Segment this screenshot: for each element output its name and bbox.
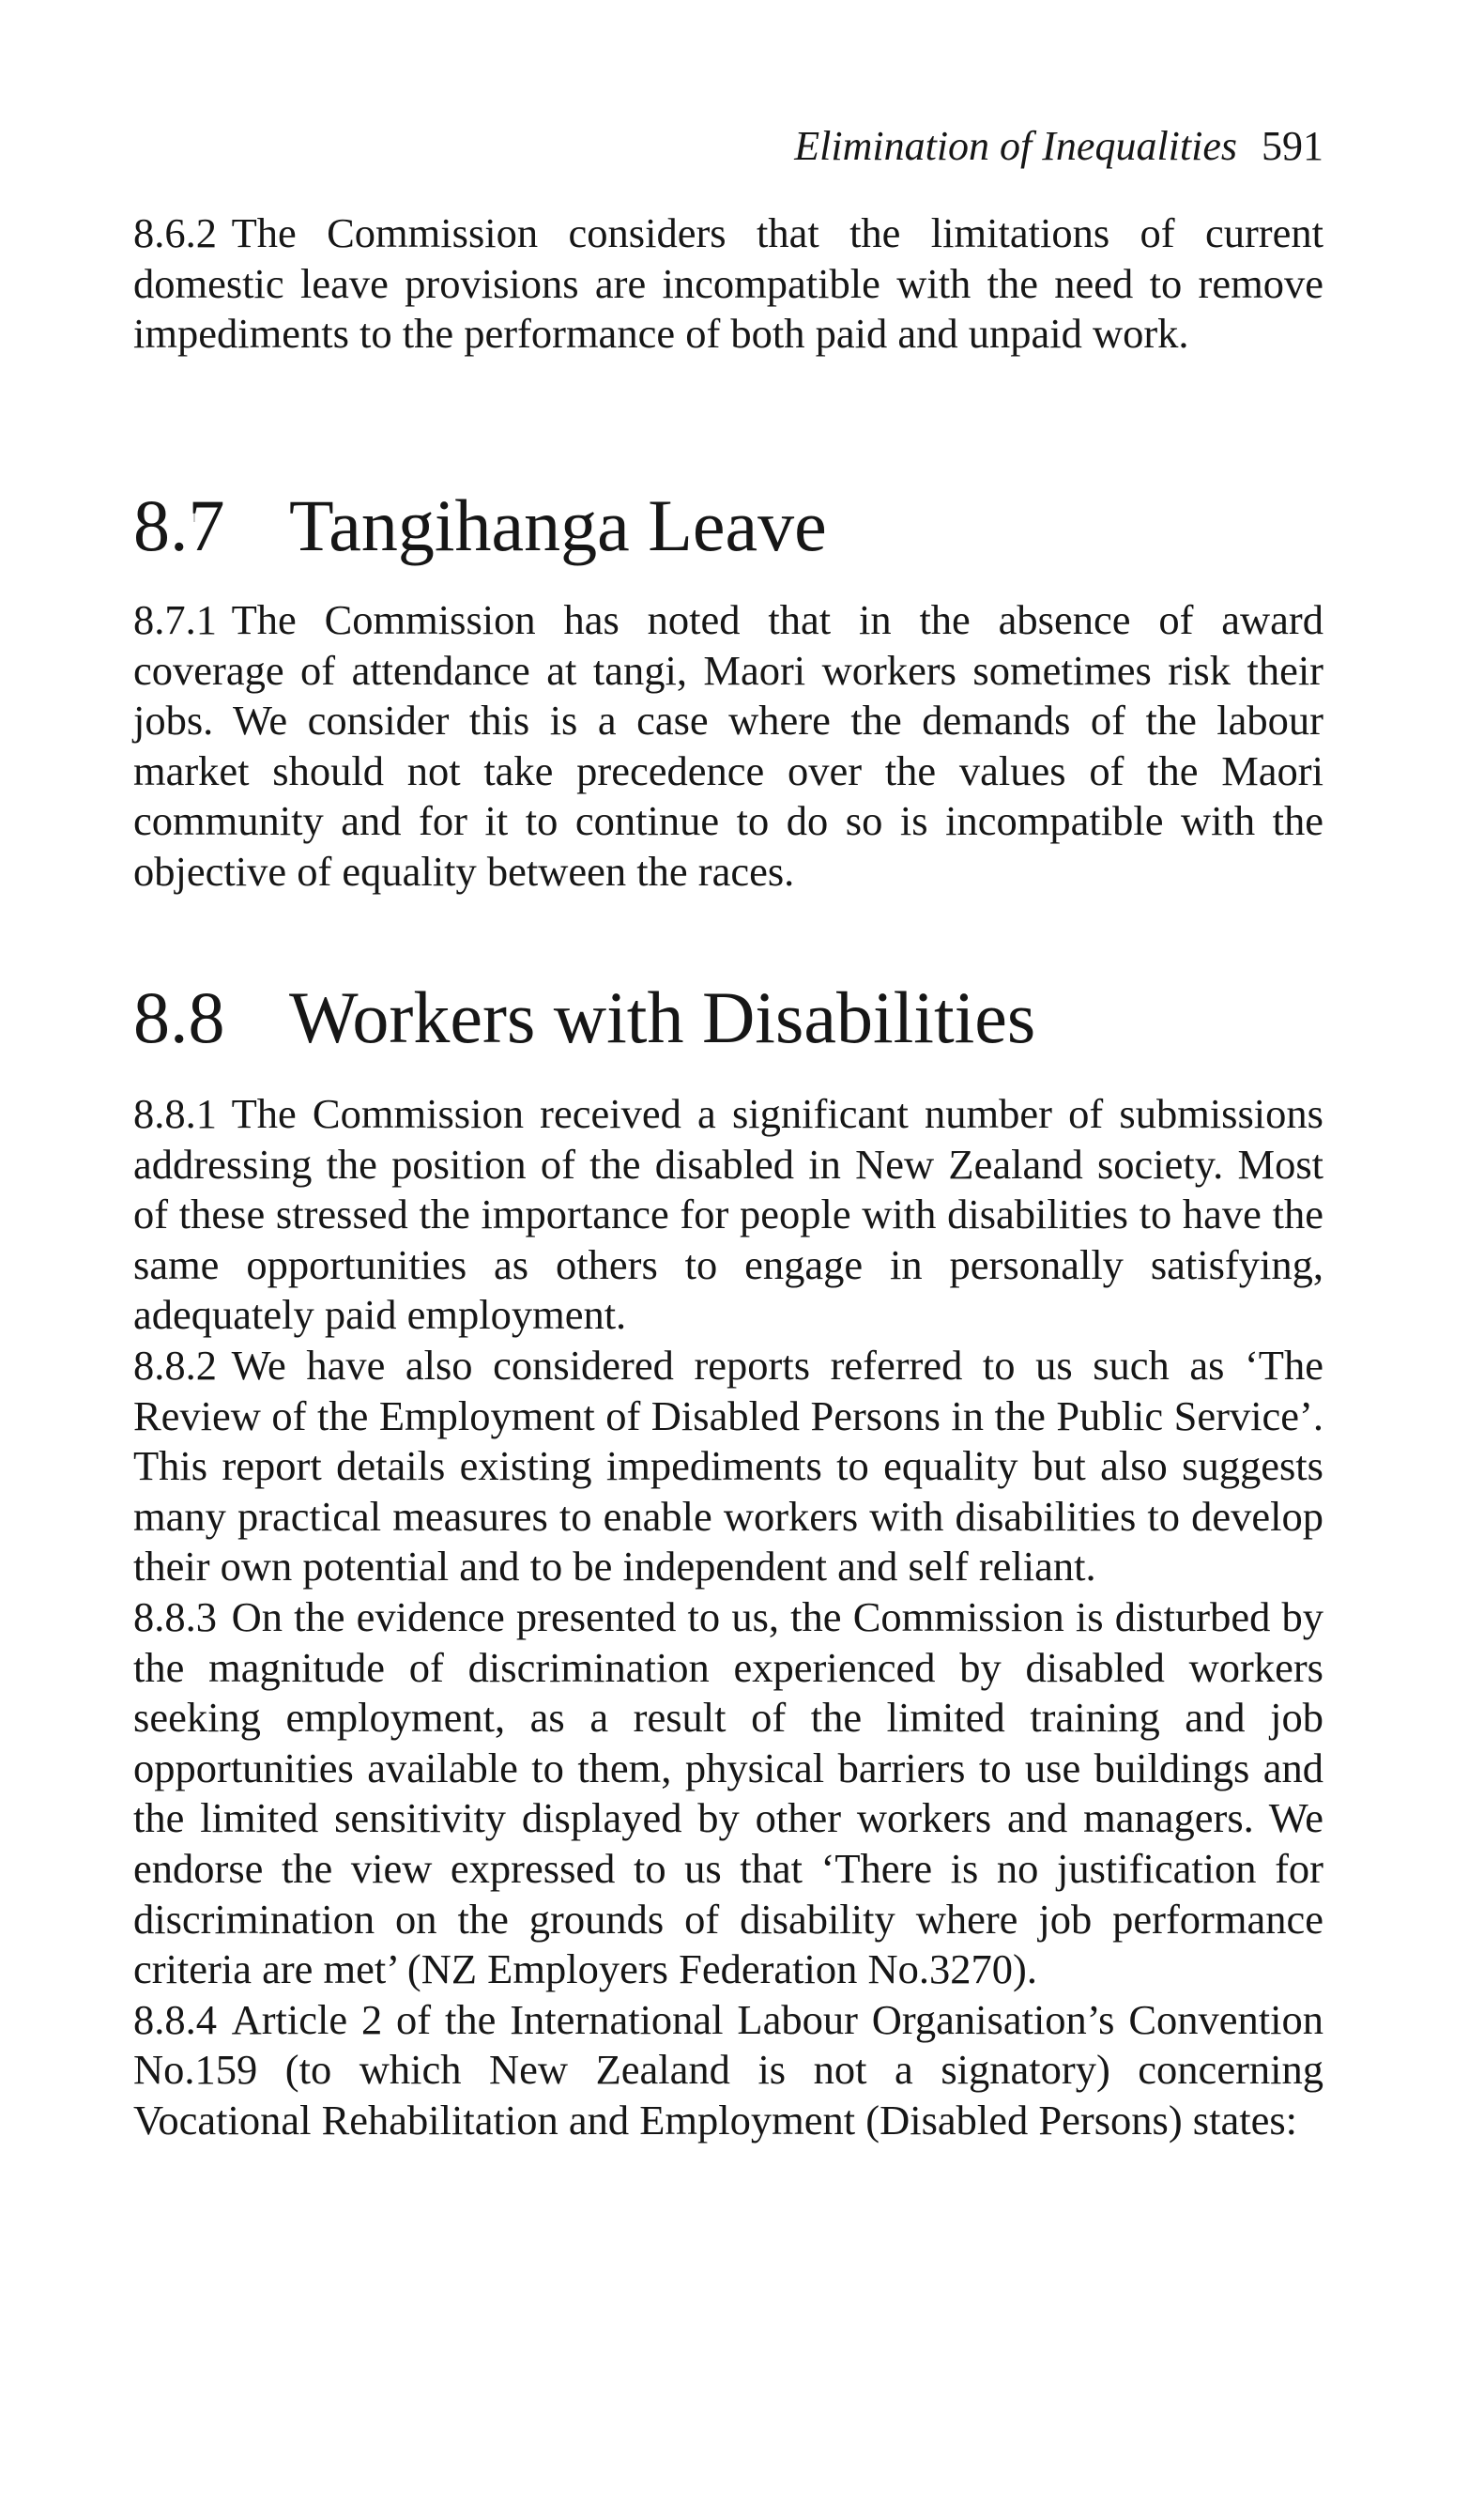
paragraph-number: 8.8.2: [133, 1341, 217, 1389]
paragraph-text: The Commission received a significant number of submissions addressing the position of the disabled in New Zealand society. Most of these stressed the importance for people with disabilities to have the same opportunities as others to engage in personally satisfying, adequately paid employment.: [133, 1090, 1323, 1339]
paragraph-number: 8.8.3: [133, 1592, 217, 1640]
paragraph-8-8-3: [133, 1592, 1323, 1995]
paragraph-text: On the evidence presented to us, the Commission is disturbed by the magnitude of discrimination experienced by disabled workers seeking employment, as a result of the limited training and job opportunities available to them, physical barriers to use buildings and the limited sensitivity displayed by other workers and managers. We endorse the view expressed to us that ‘There is no justification for discrimination on the grounds of disability where job performance criteria are met’ (NZ Employers Federation No.3270).: [133, 1592, 1323, 1993]
paragraph-number: 8.6.2: [133, 209, 217, 256]
paragraph-8-6-2: [133, 208, 1323, 360]
section-title: Tangihanga Leave: [289, 484, 827, 566]
running-header: [794, 120, 1323, 173]
paragraph-text: The Commission has noted that in the absence of award coverage of attendance at tangi, Maori workers sometimes risk their jobs. We consider this is a case where the demands of the labour market should not take precedence over the values of the Maori community and for it to continue to do so is incompatible with the objective of equality between the races.: [133, 596, 1323, 895]
paragraph-text: The Commission considers that the limitations of current domestic leave provisions are incompatible with the need to remove impediments to the performance of both paid and unpaid work.: [133, 209, 1323, 358]
paragraph-text: Article 2 of the International Labour Organisation’s Convention No.159 (to which New Zealand is not a signatory) concerning Vocational Rehabilitation and Employment (Disabled Persons) states:: [133, 1995, 1323, 2144]
section-title: Workers with Disabilities: [289, 976, 1036, 1058]
section-number: 8.7: [133, 484, 225, 566]
section-number: 8.8: [133, 976, 225, 1058]
paragraph-8-8-4: [133, 1995, 1323, 2146]
paragraph-8-8-1: [133, 1089, 1323, 1341]
section-heading-8-8: [133, 973, 1035, 1063]
paragraph-text: We have also considered reports referred to us such as ‘The Review of the Employment of Disabled Persons in the Public Service’. This report details existing impediments to equality but also suggests many practical measures to enable workers with disabilities to develop their own potential and to be independent and self reliant.: [133, 1341, 1323, 1591]
paragraph-8-8-2: [133, 1341, 1323, 1592]
section-heading-8-7: [133, 481, 827, 571]
paragraph-number: 8.7.1: [133, 596, 217, 643]
paragraph-number: 8.8.1: [133, 1090, 217, 1137]
document-page: [133, 0, 1323, 2505]
page-number: 591: [1262, 123, 1323, 169]
paragraph-8-7-1: [133, 595, 1323, 898]
running-header-title: Elimination of Inequalities: [794, 123, 1237, 169]
paragraph-number: 8.8.4: [133, 1995, 217, 2043]
section-8-8-body: [133, 1089, 1323, 2145]
